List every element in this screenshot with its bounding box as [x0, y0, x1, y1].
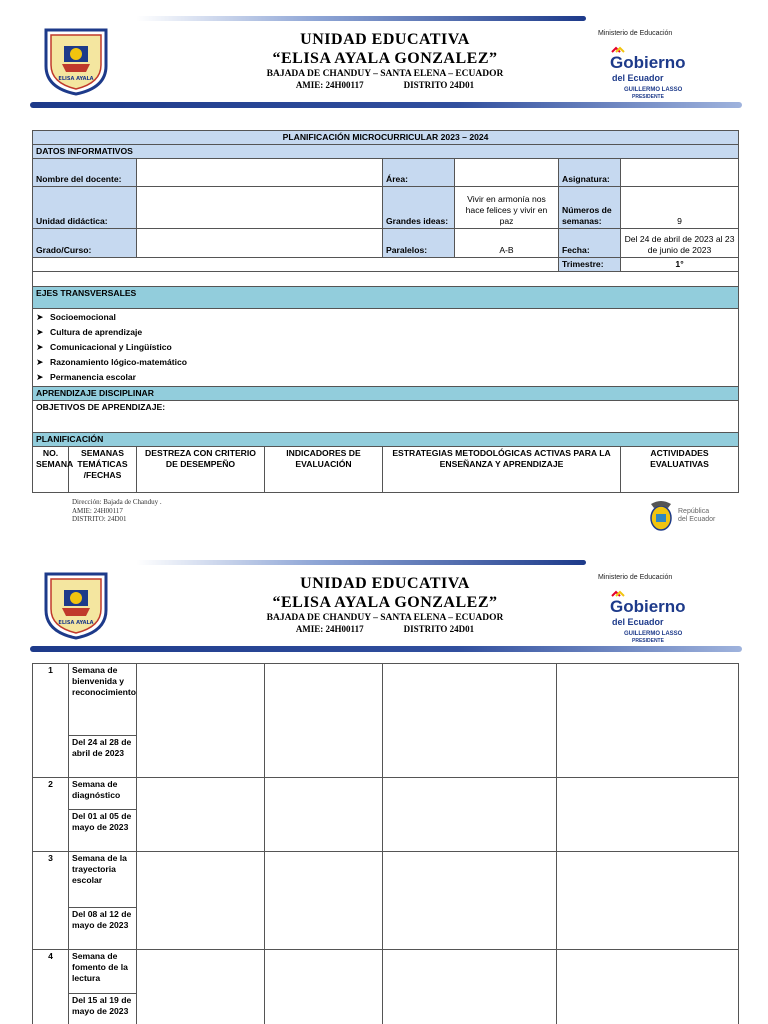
republica-logo: [646, 498, 736, 534]
svg-text:del Ecuador: del Ecuador: [612, 73, 664, 83]
amie-code: AMIE: 24H00117: [295, 80, 364, 90]
school-emblem-icon: [40, 568, 112, 640]
school-name-title: “ELISA AYALA GONZALEZ”: [272, 50, 498, 67]
government-logo: [598, 30, 698, 110]
section-aprendizaje: APRENDIZAJE DISCIPLINAR: [33, 387, 739, 401]
school-address: BAJADA DE CHANDUY – SANTA ELENA – ECUADOR: [266, 613, 504, 623]
list-item: ➤ Permanencia escolar: [36, 370, 735, 385]
actividades-cell[interactable]: [557, 852, 739, 950]
footer-amie: AMIE: 24H00117: [72, 506, 123, 515]
week-number: 3: [33, 852, 69, 950]
svg-text:Gobierno: Gobierno: [610, 53, 686, 72]
week-dates: Del 15 al 19 de mayo de 2023: [69, 994, 137, 1024]
school-emblem-icon: [40, 24, 112, 96]
grado-value[interactable]: [137, 229, 383, 258]
page-header: [0, 16, 768, 108]
paralelos-value: A-B: [455, 229, 559, 258]
school-name-title: “ELISA AYALA GONZALEZ”: [272, 594, 498, 611]
gobierno-ecuador-icon: [602, 590, 692, 646]
unidad-value[interactable]: [137, 187, 383, 229]
section-datos: DATOS INFORMATIVOS: [33, 145, 739, 159]
area-label: Área:: [383, 159, 455, 187]
grado-label: Grado/Curso:: [33, 229, 137, 258]
arrow-icon: ➤: [36, 327, 44, 337]
gobierno-ecuador-icon: [602, 46, 692, 102]
footer-district: DISTRITO: 24D01: [72, 515, 127, 523]
section-planificacion: PLANIFICACIÓN: [33, 433, 739, 447]
table-row: [33, 950, 739, 994]
svg-text:GUILLERMO LASSO: GUILLERMO LASSO: [624, 87, 683, 93]
col-header-actividades: ACTIVIDADES EVALUATIVAS: [621, 447, 739, 493]
list-item: ➤ Cultura de aprendizaje: [36, 325, 735, 340]
col-header-indicadores: INDICADORES DE EVALUACIÓN: [265, 447, 383, 493]
svg-text:PRESIDENTE: PRESIDENTE: [632, 94, 664, 100]
svg-text:ELISA AYALA: ELISA AYALA: [58, 620, 94, 626]
indicadores-cell[interactable]: [265, 778, 383, 852]
asignatura-value[interactable]: [621, 159, 739, 187]
school-type-title: UNIDAD EDUCATIVA: [300, 575, 470, 592]
list-item: ➤ Comunicacional y Lingüístico: [36, 340, 735, 355]
table-row: [33, 852, 739, 908]
week-dates: Del 24 al 28 de abril de 2023: [69, 736, 137, 778]
amie-code: AMIE: 24H00117: [295, 624, 364, 634]
semanas-label: Números de semanas:: [559, 187, 621, 229]
ejes-list: [36, 310, 735, 385]
government-logo: [598, 574, 698, 654]
empty-cell: [33, 258, 559, 272]
trimestre-value: 1°: [621, 258, 739, 272]
destreza-cell[interactable]: [137, 778, 265, 852]
week-topic: Semana de la trayectoria escolar: [69, 852, 137, 908]
svg-text:del Ecuador: del Ecuador: [612, 617, 664, 627]
col-header-no: NO. SEMANA: [33, 447, 69, 493]
ejes-cell: [33, 309, 739, 387]
actividades-cell[interactable]: [557, 664, 739, 778]
fecha-label: Fecha:: [559, 229, 621, 258]
estrategias-cell[interactable]: [383, 852, 557, 950]
col-header-semanas: SEMANAS TEMÁTICAS /FECHAS: [69, 447, 137, 493]
actividades-cell[interactable]: [557, 950, 739, 1024]
weeks-table: [32, 663, 739, 1024]
indicadores-cell[interactable]: [265, 664, 383, 778]
table-row: [33, 778, 739, 810]
week-topic: Semana de diagnóstico: [69, 778, 137, 810]
docente-label: Nombre del docente:: [33, 159, 137, 187]
planning-info-table: [32, 130, 739, 493]
page-footer: [72, 498, 162, 524]
section-ejes: EJES TRANSVERSALES: [33, 287, 739, 309]
header-bottom-line: [30, 102, 742, 108]
col-header-estrategias: ESTRATEGIAS METODOLÓGICAS ACTIVAS PARA LA ENSEÑANZA Y APRENDIZAJE: [383, 447, 621, 493]
estrategias-cell[interactable]: [383, 664, 557, 778]
school-type-title: UNIDAD EDUCATIVA: [300, 31, 470, 48]
destreza-cell[interactable]: [137, 852, 265, 950]
week-topic: Semana de fomento de la lectura: [69, 950, 137, 994]
spacer-row: [33, 272, 739, 287]
indicadores-cell[interactable]: [265, 950, 383, 1024]
estrategias-cell[interactable]: [383, 950, 557, 1024]
svg-text:GUILLERMO LASSO: GUILLERMO LASSO: [624, 631, 683, 637]
ministry-label: Ministerio de Educación: [598, 574, 673, 581]
plan-title: PLANIFICACIÓN MICROCURRICULAR 2023 – 2024: [33, 131, 739, 145]
list-item: ➤ Socioemocional: [36, 310, 735, 325]
destreza-cell[interactable]: [137, 950, 265, 1024]
docente-value[interactable]: [137, 159, 383, 187]
week-dates: Del 01 al 05 de mayo de 2023: [69, 810, 137, 852]
school-address: BAJADA DE CHANDUY – SANTA ELENA – ECUADOR: [266, 69, 504, 79]
header-bottom-line: [30, 646, 742, 652]
week-dates: Del 08 al 12 de mayo de 2023: [69, 908, 137, 950]
ministry-label: Ministerio de Educación: [598, 30, 673, 37]
list-item: ➤ Razonamiento lógico-matemático: [36, 355, 735, 370]
destreza-cell[interactable]: [137, 664, 265, 778]
ecuador-coat-of-arms-icon: [646, 498, 676, 534]
grandes-value: Vivir en armonía nos hace felices y vivir en paz: [455, 187, 559, 229]
fecha-value: Del 24 de abril de 2023 al 23 de junio de 2023: [621, 229, 739, 258]
asignatura-label: Asignatura:: [559, 159, 621, 187]
area-value[interactable]: [455, 159, 559, 187]
trimestre-label: Trimestre:: [559, 258, 621, 272]
district-code: DISTRITO 24D01: [403, 80, 475, 90]
col-header-destreza: DESTREZA CON CRITERIO DE DESEMPEÑO: [137, 447, 265, 493]
svg-text:Gobierno: Gobierno: [610, 597, 686, 616]
table-row: [33, 664, 739, 736]
actividades-cell[interactable]: [557, 778, 739, 852]
week-topic: Semana de bienvenida y reconocimiento: [69, 664, 137, 736]
arrow-icon: ➤: [36, 312, 44, 322]
week-number: 2: [33, 778, 69, 852]
paralelos-label: Paralelos:: [383, 229, 455, 258]
indicadores-cell[interactable]: [265, 852, 383, 950]
arrow-icon: ➤: [36, 372, 44, 382]
objetivos-label: OBJETIVOS DE APRENDIZAJE:: [33, 401, 739, 433]
district-code: DISTRITO 24D01: [403, 624, 475, 634]
header-top-line: [136, 560, 586, 565]
week-number: 1: [33, 664, 69, 778]
svg-text:PRESIDENTE: PRESIDENTE: [632, 638, 664, 644]
page-header-2: [0, 560, 768, 652]
republica-line2: del Ecuador: [678, 516, 716, 523]
footer-address: Dirección: Bajada de Chanduy .: [72, 498, 162, 506]
estrategias-cell[interactable]: [383, 778, 557, 852]
grandes-label: Grandes ideas:: [383, 187, 455, 229]
arrow-icon: ➤: [36, 342, 44, 352]
arrow-icon: ➤: [36, 357, 44, 367]
week-number: 4: [33, 950, 69, 1024]
semanas-value: 9: [621, 187, 739, 229]
republica-line1: República: [678, 508, 710, 515]
header-top-line: [136, 16, 586, 21]
unidad-label: Unidad didáctica:: [33, 187, 137, 229]
svg-text:ELISA AYALA: ELISA AYALA: [58, 76, 94, 82]
